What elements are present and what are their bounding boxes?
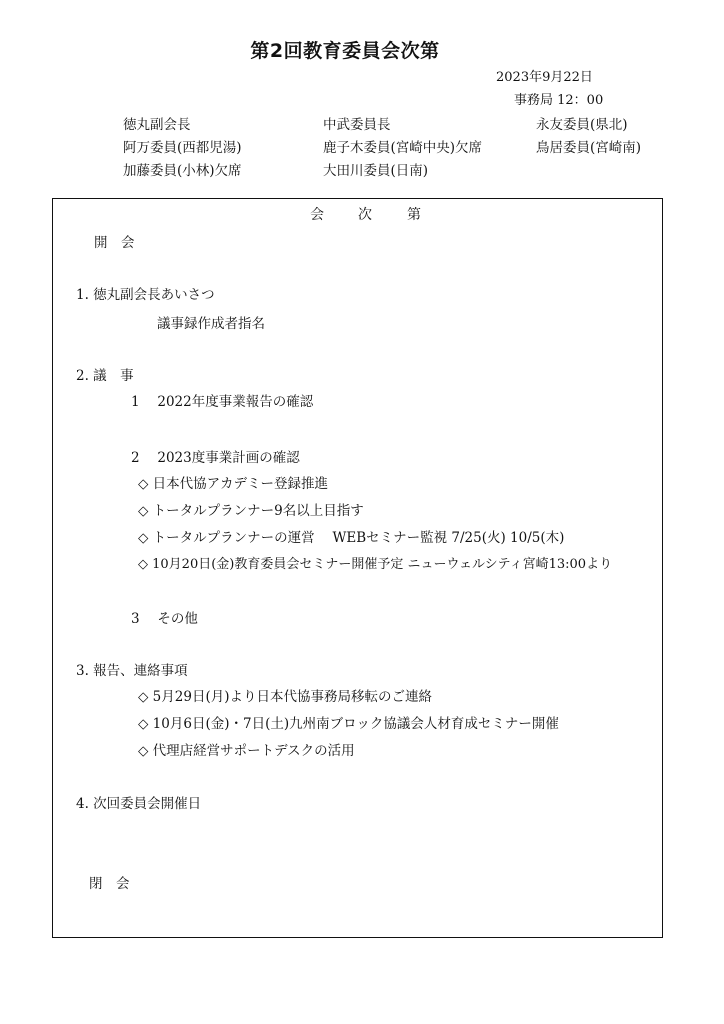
- closing-label: 閉 会: [89, 876, 130, 892]
- list-item: ◇ 10月6日(金)・7日(土)九州南ブロック協議会人材育成セミナー開催: [138, 716, 559, 732]
- attendee: 鹿子木委員(宮崎中央)欠席: [323, 140, 483, 156]
- agenda-heading-char: 会: [310, 207, 325, 223]
- attendee: 永友委員(県北): [536, 117, 628, 133]
- attendee: 鳥居委員(宮崎南): [536, 140, 642, 156]
- agenda-heading: [358, 204, 373, 224]
- list-item: ◇ トータルプランナー9名以上目指す: [138, 503, 364, 519]
- page-title: 第2回教育委員会次第: [250, 40, 440, 62]
- document-date: 2023年9月22日: [496, 70, 593, 85]
- list-item: ◇ トータルプランナーの運営 WEBセミナー監視 7/25(火) 10/5(木): [138, 530, 565, 546]
- agenda-item-2-sub-1: 1 2022年度事業報告の確認: [131, 394, 314, 410]
- list-item: ◇ 10月20日(金)教育委員会セミナー開催予定 ニューウェルシティ宮崎13:00より: [138, 557, 613, 572]
- list-item: ◇ 代理店経営サポートデスクの活用: [138, 743, 355, 759]
- attendee: 阿万委員(西都児湯): [123, 140, 242, 156]
- attendee: 中武委員長: [323, 117, 391, 133]
- list-item: ◇ 5月29日(月)より日本代協事務局移転のご連絡: [138, 689, 432, 705]
- venue-time: 事務局 12：00: [514, 93, 604, 108]
- agenda-item-4: 4. 次回委員会開催日: [76, 796, 202, 812]
- agenda-heading: [407, 204, 422, 224]
- attendee: 加藤委員(小林)欠席: [123, 163, 242, 179]
- agenda-item-3: 3. 報告、連絡事項: [76, 663, 188, 679]
- agenda-heading-char: 次: [358, 207, 373, 223]
- list-item: ◇ 日本代協アカデミー登録推進: [138, 476, 329, 492]
- agenda-item-1-sub: 議事録作成者指名: [157, 316, 265, 332]
- agenda-item-2: 2. 議 事: [76, 368, 134, 384]
- attendee: 徳丸副会長: [123, 117, 191, 133]
- attendee: 大田川委員(日南): [323, 163, 429, 179]
- agenda-item-2-sub-3: 3 その他: [131, 611, 198, 627]
- agenda-item-1: 1. 徳丸副会長あいさつ: [76, 287, 215, 303]
- agenda-item-2-sub-2: 2 2023度事業計画の確認: [131, 450, 300, 466]
- opening-label: 開 会: [94, 235, 135, 251]
- agenda-heading: [310, 204, 325, 224]
- agenda-heading-char: 第: [407, 207, 422, 223]
